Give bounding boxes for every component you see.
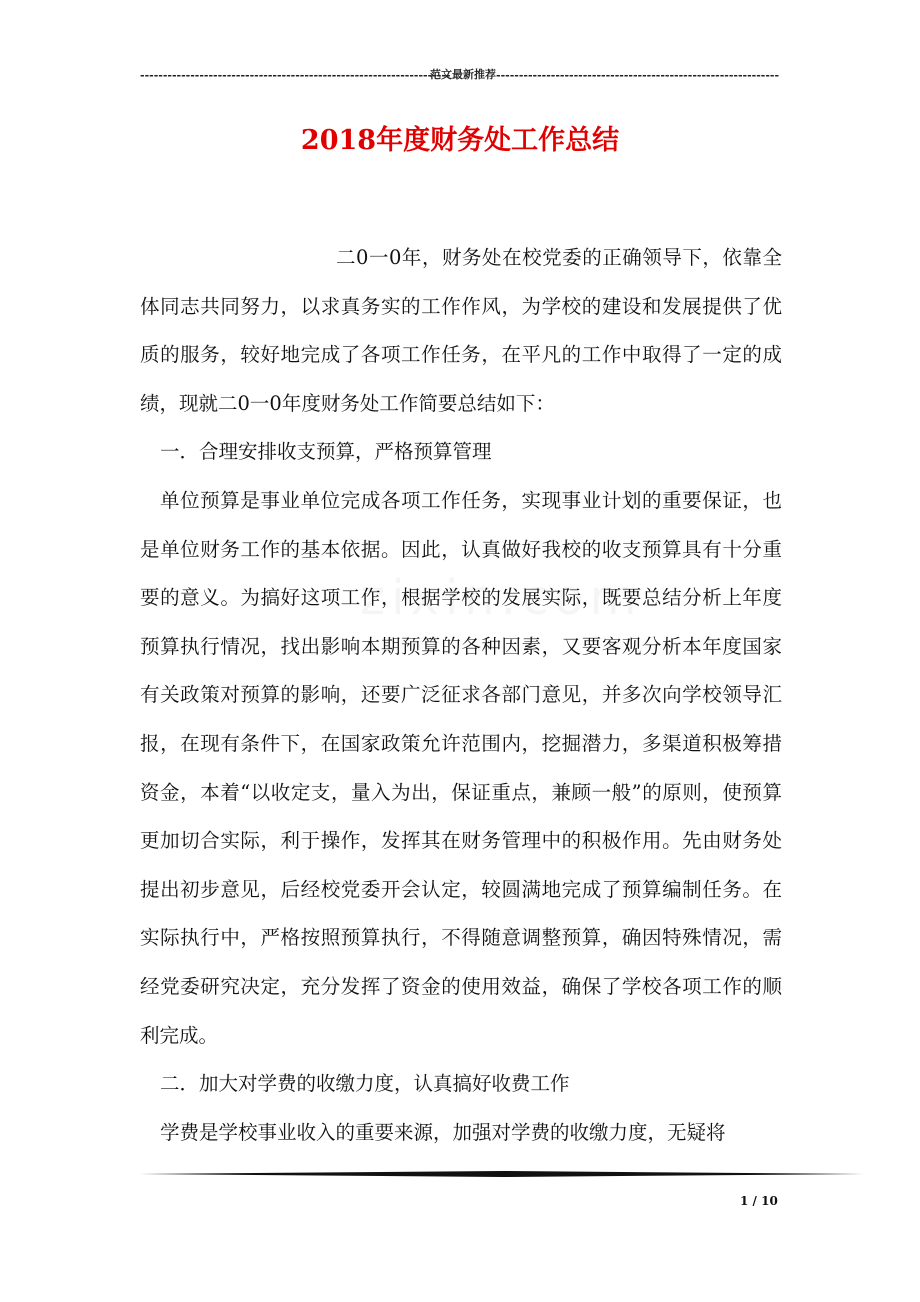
section-heading-1: 一．合理安排收支预算，严格预算管理 <box>160 440 492 464</box>
header-label: 范文最新推荐 <box>430 68 496 81</box>
header-dashes-right: -------------------------------------------------------------- <box>496 69 780 82</box>
document-body <box>140 234 782 1157</box>
header-recommendation-line <box>140 66 780 82</box>
document-title: 2018年度财务处工作总结 <box>300 125 620 156</box>
section-heading-2: 二．加大对学费的收缴力度，认真搞好收费工作 <box>160 1072 570 1096</box>
page-number: 1 / 10 <box>740 1194 778 1208</box>
paragraph-tuition: 学费是学校事业收入的重要来源，加强对学费的收缴力度，无疑将 <box>160 1120 726 1144</box>
paragraph-intro: 二0一0年，财务处在校党委的正确领导下，依靠全体同志共同努力，以求真务实的工作作风，为学校的建设和发展提供了优质的服务，较好地完成了各项工作任务，在平凡的工作中取得了一定的成绩，现就二0一0年度财务处工作简要总结如下： <box>140 246 782 415</box>
footer-divider <box>140 1171 864 1177</box>
header-dashes-left: -------------------------------------------------------------------- <box>140 69 451 82</box>
paragraph-budget: 单位预算是事业单位完成各项工作任务，实现事业计划的重要保证，也是单位财务工作的基本依据。因此，认真做好我校的收支预算具有十分重要的意义。为搞好这项工作，根据学校的发展实际，既要总结分析上年度预算执行情况，找出影响本期预算的各种因素，又要客观分析本年度国家有关政策对预算的影响，还要广泛征求各部门意见，并多次向学校领导汇报，在现有条件下，在国家政策允许范围内，挖掘潜力，多渠道积极筹措资金，本着“以收定支，量入为出，保证重点，兼顾一般”的原则，使预算更加切合实际，利于操作，发挥其在财务管理中的积极作用。先由财务处提出初步意见，后经校党委开会认定，较圆满地完成了预算编制任务。在实际执行中，严格按照预算执行，不得随意调整预算，确因特殊情况，需经党委研究决定，充分发挥了资金的使用效益，确保了学校各项工作的顺利完成。 <box>140 488 782 1047</box>
